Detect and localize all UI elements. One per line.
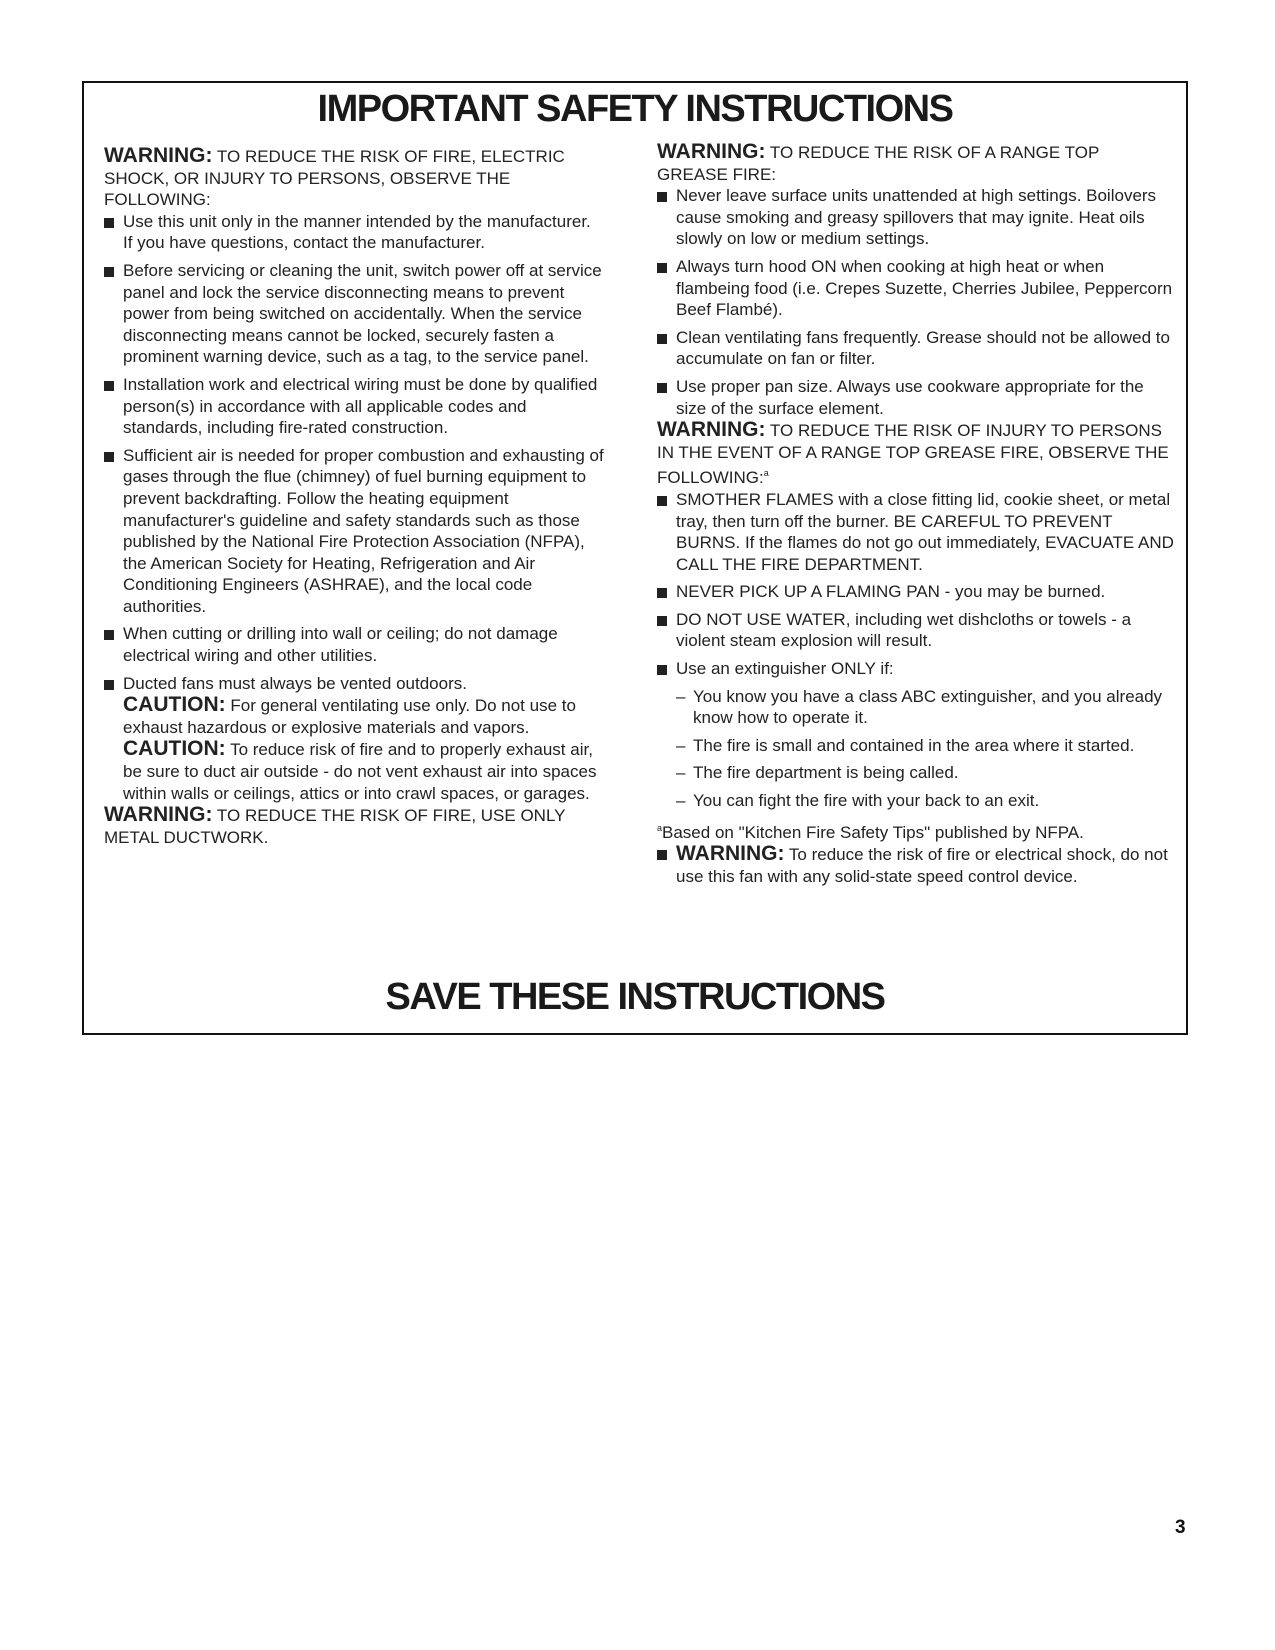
list-item: [657, 185, 1174, 250]
list-item-text: Before servicing or cleaning the unit, switch power off at service panel and lock the service disconnecting means to prevent power from being switched on accidentally. When the service disconnecting means cannot be locked, securely fasten a prominent warning device, such as a tag, to the service panel.: [123, 260, 602, 367]
warning-text: TO REDUCE THE RISK OF INJURY TO PERSONS IN THE EVENT OF A RANGE TOP GREASE FIRE, OBSERVE THE FOLLOWING:: [657, 421, 1169, 488]
dash-marker: –: [676, 791, 686, 811]
list-item: [657, 256, 1174, 321]
dash-marker: –: [676, 686, 686, 706]
list-item-text: SMOTHER FLAMES with a close fitting lid, cookie sheet, or metal tray, then turn off the burner. BE CAREFUL TO PREVENT BURNS. If the flames do not go out immediately, EVACUATE AND CALL THE FIRE DEPARTMENT.: [676, 489, 1174, 574]
warning-text: To reduce the risk of fire or electrical shock, do not use this fan with any solid-state speed control device.: [676, 845, 1168, 886]
warning-label: WARNING:: [104, 144, 213, 167]
footnote-marker: a: [657, 822, 663, 833]
list-item-text: Sufficient air is needed for proper combustion and exhausting of gases through the flue (chimney) of fuel burning equipment to prevent backdrafting. Follow the heating equipment manufacturer's guideline and safety standards such as those published by the National Fire Protection Association (NFPA), the American Society for Heating, Refrigeration and Air Conditioning Engineers (ASHRAE), and the local code authorities.: [123, 445, 604, 616]
list-item: [657, 489, 1174, 575]
list-item: [657, 376, 1174, 419]
warning-label: WARNING:: [657, 418, 766, 442]
list-item-text: Use this unit only in the manner intended by the manufacturer. If you have questions, contact the manufacturer.: [123, 211, 591, 253]
dash-marker: –: [676, 763, 686, 783]
page-number: 3: [1175, 1517, 1186, 1538]
square-bullet-icon: [657, 588, 667, 598]
square-bullet-icon: [657, 496, 667, 506]
square-bullet-icon: [657, 850, 667, 860]
square-bullet-icon: [657, 383, 667, 393]
warning-fire-shock-injury: [104, 145, 604, 211]
square-bullet-icon: [657, 263, 667, 273]
page-title: IMPORTANT SAFETY INSTRUCTIONS: [317, 88, 953, 130]
warning-text: TO REDUCE THE RISK OF FIRE, USE ONLY METAL DUCTWORK.: [104, 806, 566, 847]
warning-label: WARNING:: [676, 842, 785, 866]
list-item-text: Clean ventilating fans frequently. Grease should not be allowed to accumulate on fan or filter.: [676, 327, 1170, 369]
right-column: [657, 141, 1174, 893]
left-column: [104, 145, 604, 848]
square-bullet-icon: [104, 267, 114, 277]
sub-list-item-text: The fire is small and contained in the area where it started.: [693, 735, 1135, 755]
sub-list-item: [657, 735, 1174, 757]
warning-text: TO REDUCE THE RISK OF FIRE, ELECTRIC SHOCK, OR INJURY TO PERSONS, OBSERVE THE FOLLOWING:: [104, 147, 565, 210]
list-item: [104, 445, 604, 618]
list-item: [104, 211, 604, 254]
list-item-text: Never leave surface units unattended at high settings. Boilovers cause smoking and greasy spillovers that may ignite. Heat oils slowly on low or medium settings.: [676, 186, 1157, 249]
square-bullet-icon: [104, 680, 114, 690]
warning-label: WARNING:: [657, 140, 766, 163]
list-item-text: DO NOT USE WATER, including wet dishcloths or towels - a violent steam explosion will result.: [676, 609, 1132, 651]
list-item-text: Always turn hood ON when cooking at high heat or when flambeing food (i.e. Crepes Suzette, Cherries Jubilee, Peppercorn Beef Flambé).: [676, 256, 1173, 320]
list-item: [104, 374, 604, 439]
sub-list-item-text: You can fight the fire with your back to an exit.: [693, 791, 1040, 811]
list-item: [657, 327, 1174, 370]
list-item-text: When cutting or drilling into wall or ceiling; do not damage electrical wiring and other utilities.: [123, 624, 558, 666]
square-bullet-icon: [104, 452, 114, 462]
list-item-text: Ducted fans must always be vented outdoors.: [123, 673, 467, 693]
list-item-text: Use proper pan size. Always use cookware appropriate for the size of the surface element.: [676, 376, 1144, 418]
sub-list-item-text: The fire department is being called.: [693, 763, 959, 783]
warning-injury-grease-fire: [657, 419, 1174, 489]
list-item-text: Use an extinguisher ONLY if:: [676, 659, 894, 679]
warning-grease-fire: [657, 141, 1174, 185]
safety-instructions-box: [82, 81, 1188, 1035]
caution-general-use: [104, 694, 604, 738]
warning-label: WARNING:: [104, 803, 213, 827]
list-item: [657, 658, 1174, 680]
sub-list-item-text: You know you have a class ABC extinguisher, and you already know how to operate it.: [693, 686, 1163, 728]
footnote-text: Based on "Kitchen Fire Safety Tips" published by NFPA.: [662, 822, 1084, 842]
footnote: [657, 818, 1174, 844]
square-bullet-icon: [104, 381, 114, 391]
caution-duct-outside: [104, 738, 604, 804]
square-bullet-icon: [657, 665, 667, 675]
caution-text: For general ventilating use only. Do not use to exhaust hazardous or explosive materials and vapors.: [123, 696, 576, 737]
list-item: [104, 623, 604, 666]
dash-marker: –: [676, 735, 686, 755]
list-item: [104, 673, 604, 695]
sub-list-item: [657, 790, 1174, 812]
save-instructions-title: SAVE THESE INSTRUCTIONS: [385, 976, 885, 1018]
square-bullet-icon: [657, 616, 667, 626]
sub-list-item: [657, 762, 1174, 784]
footnote-marker: a: [763, 468, 769, 479]
list-item-warning-speed-control: [657, 843, 1174, 887]
warning-metal-ductwork: [104, 804, 604, 848]
square-bullet-icon: [104, 630, 114, 640]
caution-label: CAUTION:: [123, 737, 226, 761]
list-item: [657, 581, 1174, 603]
warning-text: TO REDUCE THE RISK OF A RANGE TOP GREASE FIRE:: [657, 143, 1099, 184]
list-item-text: NEVER PICK UP A FLAMING PAN - you may be burned.: [676, 582, 1106, 602]
list-item-text: Installation work and electrical wiring must be done by qualified person(s) in accordance with all applicable codes and standards, including fire-rated construction.: [123, 374, 598, 438]
list-item: [104, 260, 604, 368]
caution-text: To reduce risk of fire and to properly exhaust air, be sure to duct air outside - do not vent exhaust air into spaces within walls or ceilings, attics or into crawl spaces, or garages.: [123, 740, 597, 803]
square-bullet-icon: [657, 192, 667, 202]
caution-label: CAUTION:: [123, 693, 226, 717]
sub-list-item: [657, 686, 1174, 729]
square-bullet-icon: [657, 334, 667, 344]
list-item: [657, 609, 1174, 652]
square-bullet-icon: [104, 218, 114, 228]
